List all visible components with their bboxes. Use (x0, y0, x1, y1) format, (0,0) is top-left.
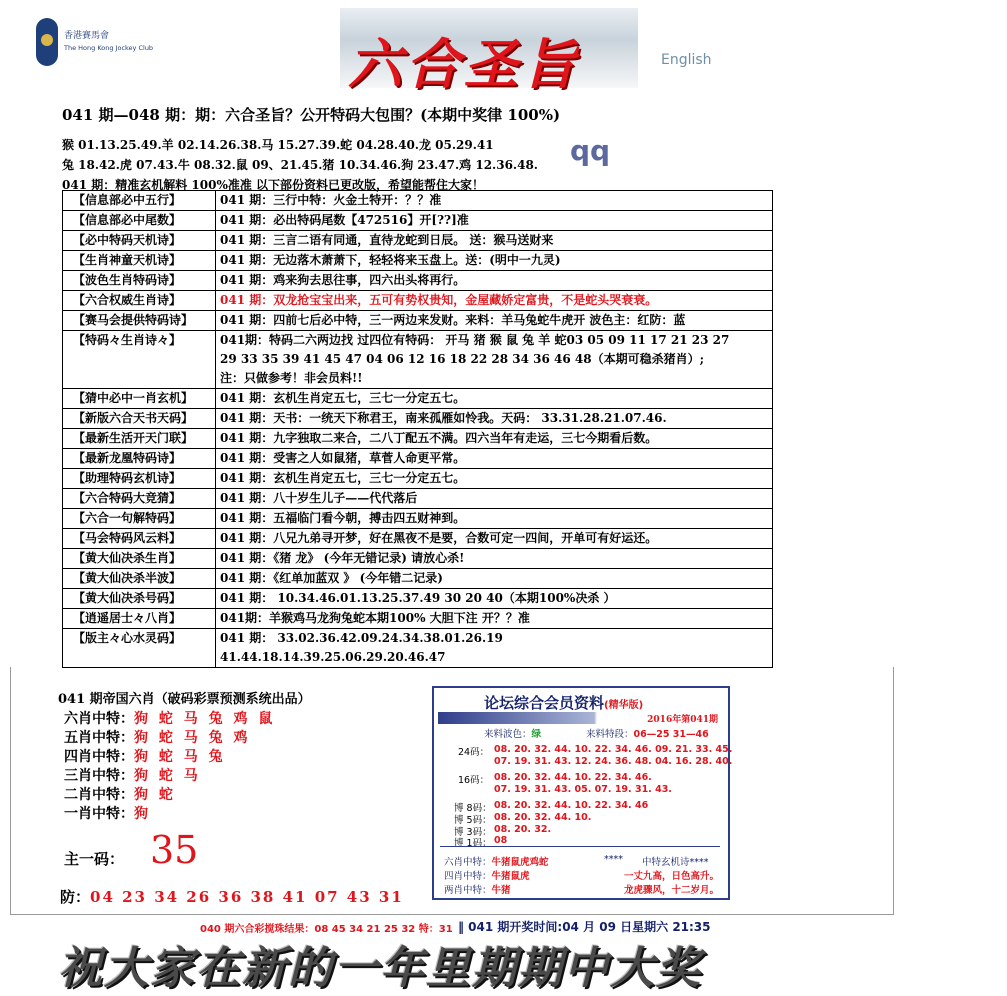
card-poem-line: 龙虎骤风，十二岁月。 (624, 885, 720, 896)
info-row (63, 489, 773, 509)
main-number-label: 主一码： (64, 850, 125, 868)
info-row-key: 【六合权威生肖诗】 (63, 291, 216, 311)
info-row-value (216, 469, 773, 489)
info-row-key: 【黄大仙决杀号码】 (63, 589, 216, 609)
card-group-line: 08. 20. 32. 44. 10. (494, 812, 592, 823)
last-draw-result: 040 期六合彩搅珠结果：08 45 34 21 25 32 特：31 (200, 924, 453, 935)
info-row-key: 【最新龙凰特码诗】 (63, 449, 216, 469)
info-row-key: 【版主々心水灵码】 (63, 629, 216, 668)
logo-chinese-text: 香港賽馬會 (64, 31, 110, 41)
info-row-line: 041 期：《猪 龙》 (今年无错记录) 请放心杀! (220, 551, 465, 565)
card-group-label: 博 1码： (454, 838, 492, 849)
info-row-value (216, 429, 773, 449)
info-row-value (216, 311, 773, 331)
info-row-value (216, 291, 773, 311)
info-row-key: 【黄大仙决杀生肖】 (63, 549, 216, 569)
info-row-line: 041 期：五福临门看今朝，搏击四五财神到。 (220, 511, 466, 525)
next-draw-time: ‖ 041 期开奖时间:04 月 09 日星期六 21:35 (458, 920, 711, 934)
info-row-line: 041 期：四前七后必中特，三一两边来发财。来料：羊马兔蛇牛虎开 波色主：红防：蓝 (220, 313, 686, 327)
info-row-line: 041 期：八兄九弟寻开梦，好在黑夜不是要，合数可定一四间，开单可有好运还。 (220, 531, 658, 545)
card-group-line: 08. 20. 32. 44. 10. 22. 34. 46 (494, 800, 649, 811)
info-row (63, 271, 773, 291)
info-row (63, 291, 773, 311)
info-row (63, 509, 773, 529)
card-group-line: 08. 20. 32. 44. 10. 22. 34. 46. (494, 772, 652, 783)
card-group-label: 24码： (458, 747, 490, 758)
info-row-value (216, 549, 773, 569)
page-headline: 041 期—048 期：期：六合圣旨？公开特码大包围？(本期中奖律 100%) (62, 106, 561, 124)
forum-member-card[interactable] (432, 686, 733, 900)
info-row-value (216, 629, 773, 668)
banner (340, 8, 638, 96)
card-group-label: 博 5码： (454, 815, 492, 826)
zodiac-pick-row (64, 708, 275, 728)
wish-banner: 祝大家在新的一年里期期中大奖 (58, 943, 702, 994)
info-row-value (216, 449, 773, 469)
info-row-key: 【马会特码风云料】 (63, 529, 216, 549)
info-row-line: 041 期：天书：一统天下称君王，南来孤雁如怜我。天码： 33.31.28.21.07.46. (220, 411, 667, 425)
info-row-value (216, 251, 773, 271)
card-foot-row: 两肖中特：牛猪 (444, 885, 511, 896)
card-group-line: 07. 19. 31. 43. 12. 24. 36. 48. 04. 16. 28. 40. (494, 756, 733, 767)
card-group-line: 07. 19. 31. 43. 05. 07. 19. 31. 43. (494, 784, 672, 795)
info-row (63, 389, 773, 409)
zodiac-pick-label: 三肖中特： (64, 768, 134, 784)
info-row (63, 191, 773, 211)
zodiac-pick-value: 狗 蛇 马 兔 鸡 鼠 (134, 711, 276, 727)
card-group-label: 博 3码： (454, 827, 492, 838)
info-row-value (216, 271, 773, 291)
info-row-line: 041 期：三言二语有同通，直待龙蛇到日辰。 送：猴马送财来 (220, 233, 554, 247)
info-row-value (216, 509, 773, 529)
zodiac-numbers-row-2: 兔 18.42.虎 07.43.牛 08.32.鼠 09、21.45.猪 10.34.46.狗 23.47.鸡 12.36.48. (62, 158, 538, 172)
info-row-line: 041期：羊猴鸡马龙狗兔蛇本期100% 大胆下注 开？？准 (220, 611, 530, 625)
info-row-line: 注：只做参考！非会员料!! (220, 371, 363, 385)
info-row-key: 【最新生活开天门联】 (63, 429, 216, 449)
info-row-key: 【六合一句解特码】 (63, 509, 216, 529)
zodiac-pick-label: 五肖中特： (64, 730, 134, 746)
card-foot-row: 四肖中特：牛猪鼠虎 (444, 871, 530, 882)
info-row-line: 041 期：受害之人如鼠猪，草菅人命更平常。 (220, 451, 466, 465)
info-row-value (216, 489, 773, 509)
zodiac-pick-row (64, 727, 251, 747)
card-poem-line: 一丈九高，日色高升。 (624, 871, 720, 882)
backup-numbers (60, 886, 404, 907)
card-group-line: 08 (494, 835, 508, 846)
info-row-line: 041 期：《红单加蓝双 》 (今年错二记录) (220, 571, 443, 585)
info-row-line: 041 期： 10.34.46.01.13.25.37.49 30 20 40（本期100%决杀 ） (220, 591, 616, 605)
info-row-value (216, 409, 773, 429)
card-special-row: 来料特段：06—25 31—46 (586, 729, 709, 740)
card-group-label: 16码： (458, 775, 490, 786)
info-row (63, 331, 773, 389)
info-row-line: 041 期：无边落木萧萧下，轻轻将来玉盘上。送：(明中一九灵) (220, 253, 561, 267)
info-row (63, 569, 773, 589)
info-row-line: 041 期： 33.02.36.42.09.24.34.38.01.26.19 (220, 631, 503, 645)
card-year-issue: 2016年第041期 (647, 712, 718, 725)
zodiac-pick-row (64, 746, 226, 766)
banner-title: 六合圣旨 (348, 32, 580, 96)
info-row (63, 549, 773, 569)
info-row-key: 【生肖神童天机诗】 (63, 251, 216, 271)
zodiac-pick-label: 四肖中特： (64, 749, 134, 765)
card-title: 论坛综合会员资料(精华版) (484, 694, 644, 712)
info-row-line: 041 期：八十岁生儿子——代代落后 (220, 491, 418, 505)
zodiac-pick-value: 狗 (134, 806, 151, 822)
info-row-line: 041期：特码二六两边找 过四位有特码： 开马 猪 猴 鼠 兔 羊 蛇03 05 09 11 17 21 23 27 (220, 333, 730, 347)
card-version: (精华版) (604, 700, 644, 711)
info-row-value (216, 331, 773, 389)
intro-text: 041 期：精准玄机解料 100%准准 以下部份资料已更改版，希望能帮住大家！ (62, 178, 485, 192)
qq-icon[interactable]: qq (570, 134, 611, 167)
card-divider (440, 846, 720, 847)
info-row-value (216, 191, 773, 211)
info-row (63, 231, 773, 251)
info-row (63, 211, 773, 231)
jockey-club-seal-icon (36, 18, 58, 66)
backup-label: 防： (60, 888, 91, 906)
info-row-line: 041 期：必出特码尾数【472516】开[??]准 (220, 213, 469, 227)
info-row (63, 629, 773, 668)
info-row-key: 【助理特码玄机诗】 (63, 469, 216, 489)
card-stars: **** (604, 854, 623, 865)
info-row-line: 041 期：三行中特：火金土特开：？？准 (220, 193, 442, 207)
info-row-key: 【新版六合天书天码】 (63, 409, 216, 429)
info-row-line: 041 期：玄机生肖定五七，三七一分定五七。 (220, 391, 466, 405)
info-row (63, 529, 773, 549)
info-row-key: 【必中特码天机诗】 (63, 231, 216, 251)
jockey-club-logo[interactable] (36, 14, 154, 68)
card-group-label: 博 8码： (454, 803, 492, 814)
info-row (63, 589, 773, 609)
zodiac-pick-value: 狗 蛇 马 兔 鸡 (134, 730, 251, 746)
info-row-key: 【逍遥居士々八肖】 (63, 609, 216, 629)
info-row-value (216, 231, 773, 251)
zodiac-pick-value: 狗 蛇 (134, 787, 176, 803)
main-number-value: 35 (150, 828, 199, 872)
card-poem-title: 中特玄机诗**** (642, 857, 709, 868)
info-row-key: 【六合特码大竞猜】 (63, 489, 216, 509)
zodiac-pick-label: 二肖中特： (64, 787, 134, 803)
zodiac-pick-row (64, 803, 151, 823)
zodiac-pick-label: 六肖中特： (64, 711, 134, 727)
info-table (62, 190, 773, 668)
info-row-line: 41.44.18.14.39.25.06.29.20.46.47 (220, 650, 446, 664)
info-row-key: 【波色生肖特码诗】 (63, 271, 216, 291)
info-row-value (216, 569, 773, 589)
info-row-line: 041 期：鸡来狗去思往事，四六出头将再行。 (220, 273, 466, 287)
info-row-line: 041 期：九字独取二来合，二八丁配五不满。四六当年有走运，三七今期看后数。 (220, 431, 658, 445)
info-row (63, 409, 773, 429)
card-foot-row: 六肖中特：牛猪鼠虎鸡蛇 (444, 857, 549, 868)
info-row-key: 【信息部必中五行】 (63, 191, 216, 211)
info-row-key: 【黄大仙决杀半波】 (63, 569, 216, 589)
info-row (63, 311, 773, 331)
info-row-key: 【信息部必中尾数】 (63, 211, 216, 231)
info-row-line: 041 期：双龙抢宝宝出来，五可有势权贵知，金屋藏娇定富贵，不是蛇头哭衰衰。 (220, 293, 658, 307)
info-row (63, 429, 773, 449)
info-row (63, 251, 773, 271)
info-row-key: 【特码々生肖诗々】 (63, 331, 216, 389)
info-row-value (216, 589, 773, 609)
info-row-line: 29 33 35 39 41 45 47 04 06 12 16 18 22 28 34 36 46 48（本期可稳杀猪肖）; (220, 352, 705, 366)
logo-english-text: The Hong Kong Jockey Club (64, 44, 154, 52)
zodiac-pick-value: 狗 蛇 马 (134, 768, 201, 784)
info-row (63, 609, 773, 629)
info-row-value (216, 211, 773, 231)
backup-values: 04 23 34 26 36 38 41 07 43 31 (90, 888, 404, 906)
info-row-key: 【猜中必中一肖玄机】 (63, 389, 216, 409)
empire-title: 041 期帝国六肖（破码彩票预测系统出品） (58, 692, 311, 707)
card-group-line: 08. 20. 32. 44. 10. 22. 34. 46. 09. 21. 33. 45. (494, 744, 733, 755)
info-row-value (216, 529, 773, 549)
info-row-key: 【赛马会提供特码诗】 (63, 311, 216, 331)
zodiac-pick-label: 一肖中特： (64, 806, 134, 822)
info-row-value (216, 609, 773, 629)
info-row (63, 449, 773, 469)
zodiac-pick-row (64, 784, 176, 804)
card-wave-row: 来料波色：绿 (484, 729, 542, 740)
card-group-line: 08. 20. 32. (494, 824, 552, 835)
info-row-value (216, 389, 773, 409)
zodiac-pick-row (64, 765, 201, 785)
info-row (63, 469, 773, 489)
zodiac-pick-value: 狗 蛇 马 兔 (134, 749, 226, 765)
zodiac-numbers-row-1: 猴 01.13.25.49.羊 02.14.26.38.马 15.27.39.蛇 04.28.40.龙 05.29.41 (62, 138, 494, 152)
info-row-line: 041 期：玄机生肖定五七，三七一分定五七。 (220, 471, 466, 485)
english-link[interactable]: English (661, 52, 712, 68)
